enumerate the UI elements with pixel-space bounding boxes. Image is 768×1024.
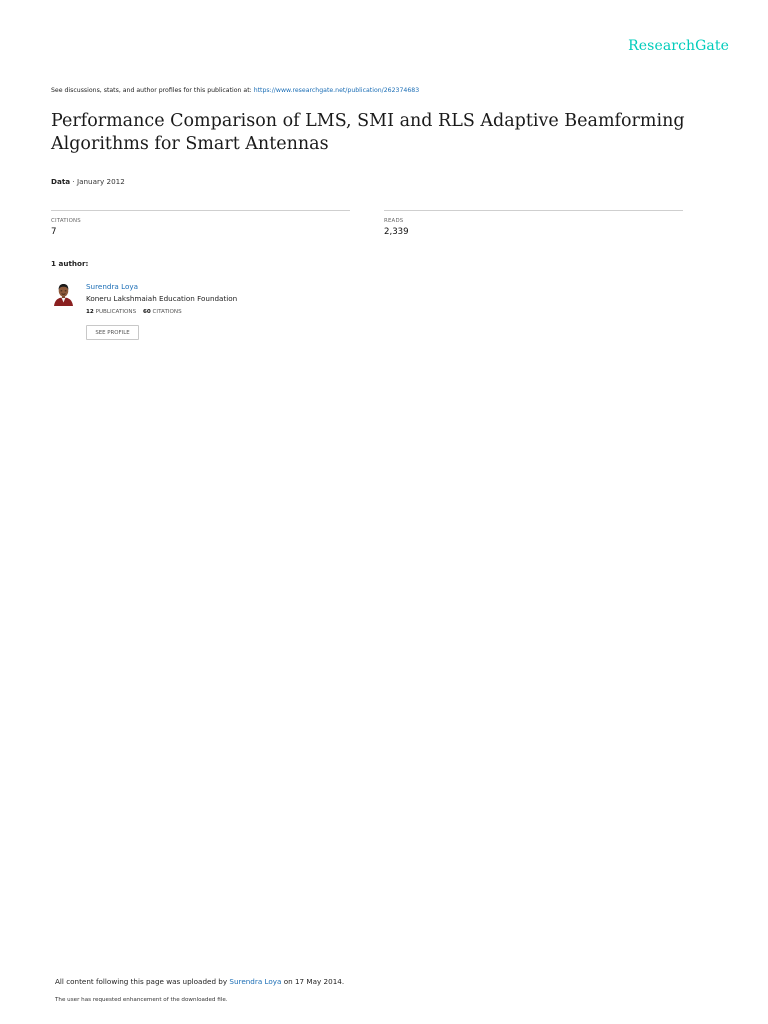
upload-suffix: on 17 May 2014.	[283, 977, 345, 986]
author-publications-label: PUBLICATIONS	[95, 309, 137, 315]
reads-value: 2,339	[384, 227, 409, 237]
author-citations-count: 60	[142, 309, 151, 315]
publication-title-line-2: Algorithms for Smart Antennas	[51, 134, 329, 154]
discussion-note	[51, 87, 419, 94]
publication-title	[51, 110, 691, 156]
publication-type: Data	[51, 177, 71, 186]
enhancement-note: The user has requested enhancement of the downloaded file.	[55, 997, 228, 1003]
reads-stat	[384, 210, 683, 237]
publication-url-link[interactable]: https://www.researchgate.net/publication/262374683	[253, 87, 420, 94]
upload-prefix: All content following this page was uploaded by	[55, 977, 228, 986]
meta-separator: ·	[70, 177, 77, 186]
citations-label: CITATIONS	[51, 218, 81, 224]
upload-note	[55, 977, 344, 986]
see-profile-button[interactable]: SEE PROFILE	[86, 325, 139, 340]
researchgate-logo[interactable]: ResearchGate	[628, 38, 729, 54]
citations-stat	[51, 210, 350, 237]
author-publications-count: 12	[86, 309, 94, 315]
uploader-link[interactable]: Surendra Loya	[229, 977, 282, 986]
author-name-link[interactable]: Surendra Loya	[86, 282, 139, 291]
author-avatar[interactable]	[53, 282, 74, 306]
publication-title-line-1: Performance Comparison of LMS, SMI and RLS Adaptive Beamforming	[51, 111, 685, 131]
citations-value: 7	[51, 227, 57, 237]
publication-meta	[51, 177, 125, 186]
author-photo-icon	[53, 282, 74, 306]
author-institution: Koneru Lakshmaiah Education Foundation	[86, 294, 238, 303]
author-citations-label: CITATIONS	[152, 309, 182, 315]
publication-date: January 2012	[76, 177, 125, 186]
reads-label: READS	[384, 218, 404, 224]
author-stats	[86, 309, 182, 315]
discussion-prefix: See discussions, stats, and author profiles for this publication at:	[51, 87, 252, 94]
authors-heading: 1 author:	[51, 259, 89, 268]
